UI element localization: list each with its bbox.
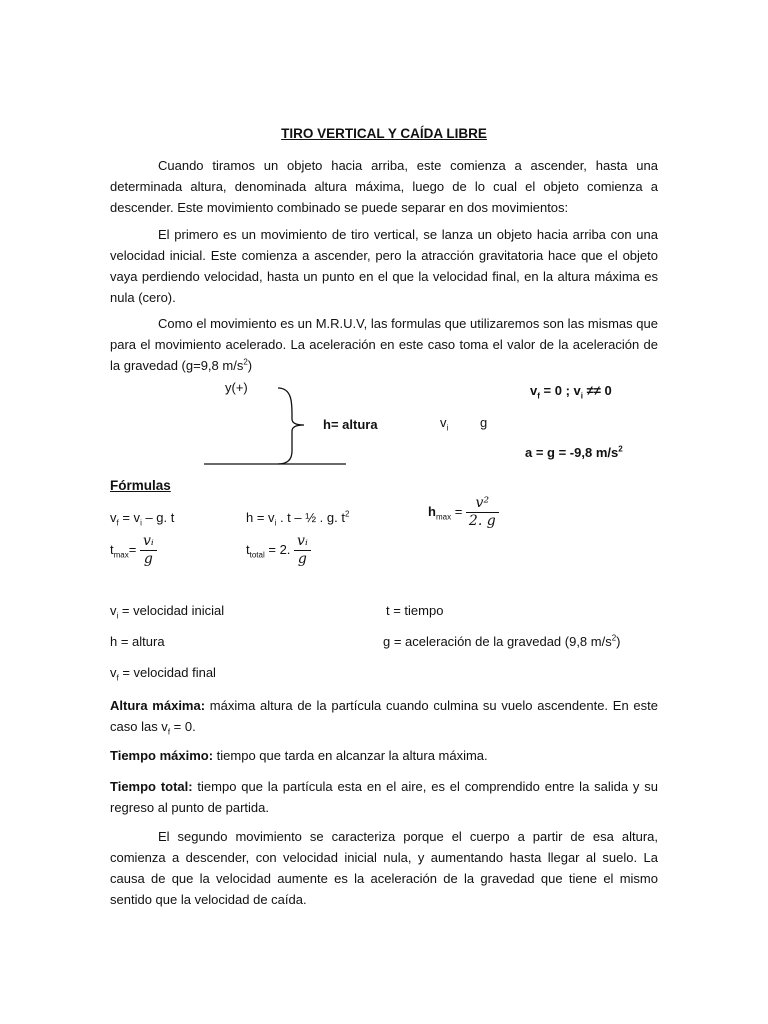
- total-time-fraction: $\frac{\text{vᵢ}}{g}$: [294, 533, 311, 568]
- paragraph-intro: Cuando tiramos un objeto hacia arriba, este comienza a ascender, hasta una determinada altura, denominada altura máxima, luego de lo cual el objeto comienza a descender. Este movimiento combinado se puede separar en dos movimientos:: [110, 158, 658, 215]
- term-total-time: Tiempo total: tiempo que la partícula esta en el aire, es el comprendido entre la salida y su regreso al punto de partida.: [110, 779, 658, 815]
- max-height-fraction: $\frac{\text{v²}}{2. g}$: [466, 495, 499, 530]
- acceleration-value: a = g = -9,8 $m/s^2$: [525, 444, 623, 460]
- formula-total-time: $t_{total} = 2$. $\frac{\text{vᵢ}}{g}$: [246, 533, 311, 568]
- height-label: h= altura: [323, 417, 378, 432]
- formulas-heading: Fórmulas: [110, 478, 171, 493]
- formula-max-height: $h_{max}$ = $\frac{\text{v²}}{2. g}$: [428, 495, 499, 530]
- definition-final-velocity: $v_f$ = velocidad final: [110, 665, 216, 683]
- formula-final-velocity: $v_f = v_i - g$. t: [110, 510, 175, 528]
- definition-initial-velocity: $v_i$ = velocidad inicial: [110, 603, 225, 621]
- definition-gravity: g = aceleración de la gravedad (9,8 $m/s^2$): [383, 633, 621, 649]
- y-axis-label: y(+): [225, 380, 248, 395]
- paragraph-mruv: Como el movimiento es un M.R.U.V, las formulas que utilizaremos son las mismas que para el movimiento acelerado. La aceleración en este caso toma el valor de la aceleración de la gravedad (g=9,8 $m/s^2$): [110, 316, 658, 373]
- formula-height: $h = v_i$ . t – ½ . g. $t^2$: [246, 509, 350, 528]
- height-brace: [278, 388, 304, 464]
- velocity-condition: $v_f = 0$ ; $v_i \ne\ne 0$: [530, 383, 612, 401]
- document-title: TIRO VERTICAL Y CAÍDA LIBRE: [281, 126, 487, 141]
- initial-velocity-label: $v_i$: [440, 415, 449, 433]
- definition-time: t = tiempo: [386, 603, 444, 618]
- paragraph-caida-libre: El segundo movimiento se caracteriza porque el cuerpo a partir de esa altura, comienza a descender, con velocidad inicial nula, y aumentando hasta llegar al suelo. La causa de que la velocidad aumente es la aceleración de la gravedad que tiene el mismo sentido que la velocidad de caída.: [110, 829, 658, 907]
- definition-height: h = altura: [110, 634, 165, 649]
- max-time-fraction: $\frac{\text{vᵢ}}{g}$: [140, 533, 157, 568]
- term-max-height: Altura máxima: máxima altura de la partícula cuando culmina su vuelo ascendente. En este caso las $v_f = 0$.: [110, 698, 659, 737]
- gravity-label: g: [480, 415, 488, 430]
- paragraph-tiro-vertical: El primero es un movimiento de tiro vertical, se lanza un objeto hacia arriba con una velocidad inicial. Este comienza a ascender, pero la atracción gravitatoria hace que el objeto vaya perdiendo velocidad, hasta un punto en el que la velocidad final, en la altura máxima es nula (cero).: [110, 227, 658, 305]
- term-max-time: Tiempo máximo: tiempo que tarda en alcanzar la altura máxima.: [110, 748, 488, 763]
- formula-max-time: $t_{max}=$ $\frac{\text{vᵢ}}{g}$: [110, 533, 157, 568]
